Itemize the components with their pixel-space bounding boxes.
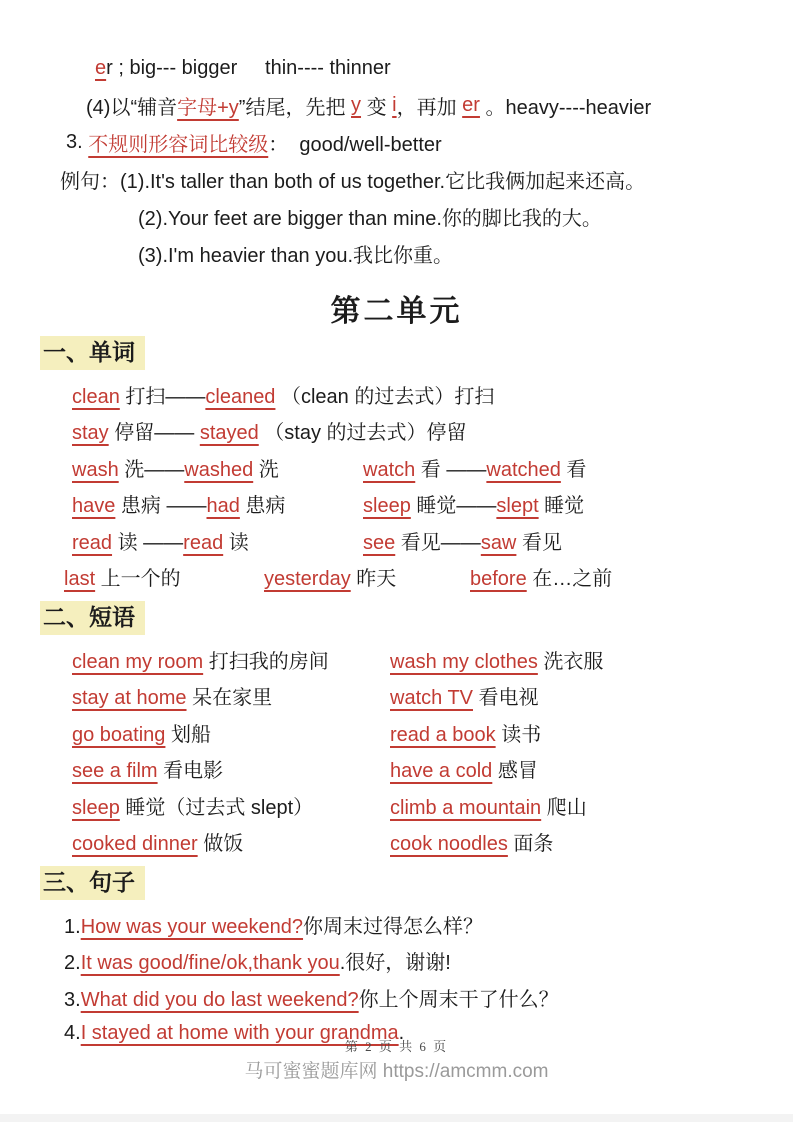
phrase-entry: cook noodles 面条 xyxy=(390,833,554,856)
sentence-entry: 1.How was your weekend?你周末过得怎么样？ xyxy=(64,915,484,938)
phrase-entry: see a film 看电影 xyxy=(72,760,224,783)
word-entry: watch 看 ——watched 看 xyxy=(363,458,587,481)
phrase-entry: go boating 划船 xyxy=(72,723,211,746)
phrase-row xyxy=(0,787,793,824)
word-entry: see 看见——saw 看见 xyxy=(363,531,562,554)
word-row xyxy=(0,413,793,450)
phrase-entry: sleep 睡觉（过去式 slept） xyxy=(72,796,314,819)
word-row xyxy=(0,522,793,559)
word-row xyxy=(0,376,793,413)
grammar-notes-section xyxy=(0,0,793,272)
section-heading-phrases: 二、短语 xyxy=(40,601,145,635)
word-entry: have 患病 ——had 患病 xyxy=(72,495,286,518)
word-entry: yesterday 昨天 xyxy=(264,568,397,591)
phrase-row xyxy=(0,641,793,678)
phrase-entry: read a book 读书 xyxy=(390,723,542,746)
page-number: 第 2 页 共 6 页 xyxy=(344,1039,449,1054)
section-words xyxy=(40,336,793,370)
sentence-entry: 2.It was good/fine/ok,thank you.很好，谢谢! xyxy=(64,952,451,975)
word-entry: clean 打扫——cleaned （clean 的过去式）打扫 xyxy=(72,385,495,408)
example-sentence: (3).I'm heavier than you.我比你重。 xyxy=(138,245,454,267)
unit-title: 第二单元 xyxy=(330,294,463,328)
phrase-entry: cooked dinner 做饭 xyxy=(72,833,244,856)
phrase-entry: have a cold 感冒 xyxy=(390,760,538,783)
word-entry: stay 停留—— stayed （stay 的过去式）停留 xyxy=(72,422,467,445)
phrase-entry: watch TV 看电视 xyxy=(390,687,539,710)
sentence-entry: 3.What did you do last weekend?你上个周末干了什么？ xyxy=(64,988,559,1011)
phrase-entry: clean my room 打扫我的房间 xyxy=(72,650,329,673)
word-row xyxy=(0,449,793,486)
phrases-list xyxy=(0,641,793,860)
phrase-entry: stay at home 呆在家里 xyxy=(72,687,273,710)
phrase-row xyxy=(0,678,793,715)
grammar-line: (4)以“辅音 字母+y ”结尾，先把 y 变 i ，再加 er 。heavy----heavier xyxy=(86,94,652,119)
word-row xyxy=(0,486,793,523)
word-entry: sleep 睡觉——slept 睡觉 xyxy=(363,495,585,518)
sentence-row xyxy=(0,943,793,980)
site-watermark: 马可蜜蜜题库网 https://amcmm.com xyxy=(244,1061,549,1082)
word-entry: before 在…之前 xyxy=(470,568,613,591)
phrase-row xyxy=(0,751,793,788)
grammar-line: 3. 不规则形容词比较级 ： good/well-better xyxy=(66,131,442,156)
section-sentences xyxy=(40,866,793,900)
section-heading-sentences: 三、句子 xyxy=(40,866,145,900)
phrase-row xyxy=(0,714,793,751)
example-sentence: (2).Your feet are bigger than mine.你的脚比我的大。 xyxy=(138,208,602,230)
section-phrases xyxy=(40,601,793,635)
phrase-entry: climb a mountain 爬山 xyxy=(390,796,587,819)
phrase-row xyxy=(0,824,793,861)
word-entry: wash 洗——washed 洗 xyxy=(72,458,279,481)
word-entry: read 读 ——read 读 xyxy=(72,531,249,554)
phrase-entry: wash my clothes 洗衣服 xyxy=(390,650,604,673)
sentences-list xyxy=(0,906,793,1052)
words-list xyxy=(0,376,793,595)
word-entry: last 上一个的 xyxy=(64,568,181,591)
sentence-row xyxy=(0,979,793,1016)
sentence-row xyxy=(0,906,793,943)
grammar-line: e r ; big--- bigger thin---- thinner xyxy=(95,57,391,79)
sentence-entry: 4.I stayed at home with your grandma. xyxy=(64,1022,405,1045)
section-heading-words: 一、单词 xyxy=(40,336,145,370)
page-bottom-edge xyxy=(0,1114,793,1122)
example-sentence: 例句：(1).It's taller than both of us together.它比我俩加起来还高。 xyxy=(60,171,646,193)
word-row xyxy=(0,559,793,596)
